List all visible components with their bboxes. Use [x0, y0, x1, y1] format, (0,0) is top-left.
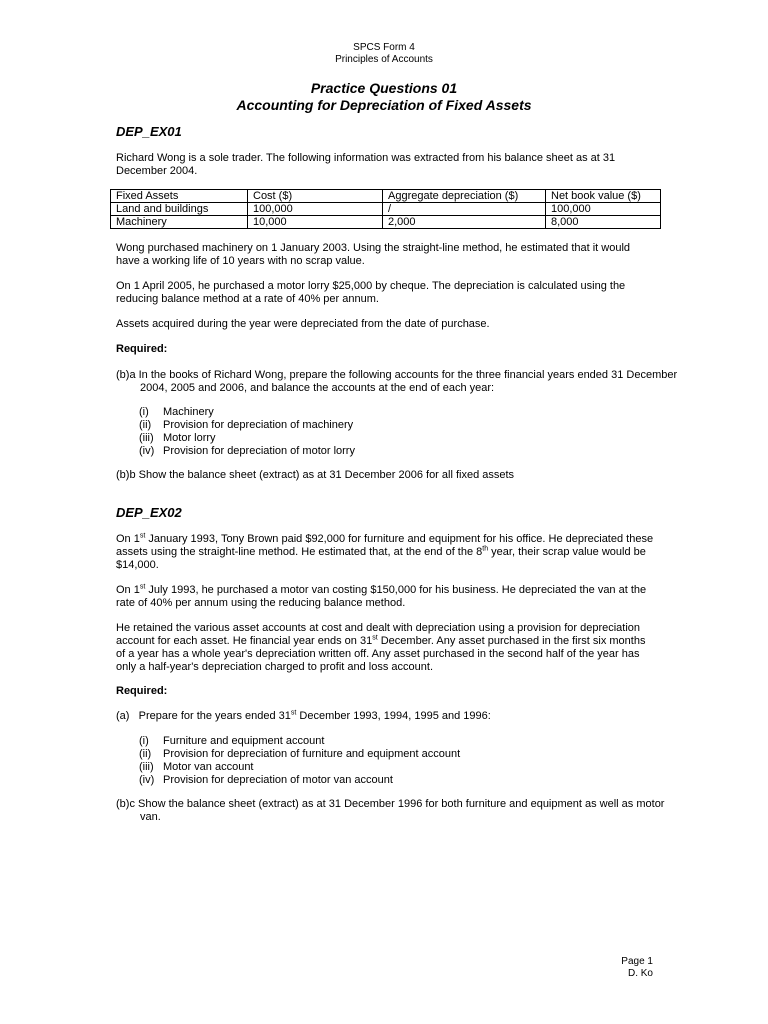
superscript: th	[482, 545, 489, 553]
question-text: Prepare for the years ended 31	[138, 710, 291, 722]
ex02-paragraph-3	[116, 622, 656, 674]
table-header-cell: Cost ($)	[248, 190, 383, 203]
list-item	[139, 748, 460, 761]
ex01-paragraph-3: Assets acquired during the year were depreciated from the date of purchase.	[116, 318, 490, 330]
table-cell: /	[383, 203, 546, 216]
text-run: January 1993, Tony Brown paid $92,000 for furniture and equipment for his office. He depreciated these assets using the straight-line method. He estimated that, at the end of the 8	[116, 533, 654, 558]
text-run: year, their scrap value would be $14,000.	[116, 546, 646, 571]
text-run: On 1	[116, 533, 140, 545]
list-item-number: (iii)	[139, 432, 154, 444]
list-item-text: Provision for depreciation of motor van account	[163, 774, 393, 786]
superscript: st	[139, 583, 146, 591]
header-subject: Principles of Accounts	[335, 54, 433, 65]
ex01-question-a	[116, 369, 680, 395]
title-line-2: Accounting for Depreciation of Fixed Assets	[236, 97, 532, 113]
superscript: st	[139, 532, 146, 540]
table-cell: Machinery	[111, 216, 248, 229]
ex02-question-a	[116, 710, 680, 723]
table-cell: Land and buildings	[111, 203, 248, 216]
section-heading-ex01: DEP_EX01	[116, 124, 182, 139]
question-text: In the books of Richard Wong, prepare the following accounts for the three financial years ended 31 December 2004, 2005 and 2006, and balance the accounts at the end of each year:	[138, 369, 678, 394]
page-title	[0, 80, 768, 114]
list-item	[139, 419, 353, 432]
list-item-text: Motor van account	[163, 761, 254, 773]
page-footer	[621, 956, 653, 980]
list-item	[139, 406, 214, 419]
table-cell: 100,000	[546, 203, 661, 216]
list-item-text: Furniture and equipment account	[163, 735, 325, 747]
list-item-text: Provision for depreciation of motor lorry	[163, 445, 355, 457]
table-header-row	[111, 190, 661, 203]
ex02-paragraph-1	[116, 533, 656, 572]
table-row	[111, 203, 661, 216]
list-item-number: (iv)	[139, 445, 155, 457]
ex01-paragraph-2: On 1 April 2005, he purchased a motor lorry $25,000 by cheque. The depreciation is calculated using the reducing balance method at a rate of 40% per annum.	[116, 280, 626, 305]
list-item-number: (iv)	[139, 774, 155, 786]
list-item-text: Motor lorry	[163, 432, 216, 444]
table-cell: 2,000	[383, 216, 546, 229]
list-item-text: Machinery	[163, 406, 214, 418]
table-cell: 8,000	[546, 216, 661, 229]
text-run: July 1993, he purchased a motor van costing $150,000 for his business. He depreciated the van at the rate of 40% per annum using the reducing balance method.	[116, 584, 647, 609]
question-text: Show the balance sheet (extract) as at 31 December 2006 for all fixed assets	[138, 469, 515, 481]
text-run: December. Any asset purchased in the first six months of a year has a whole year's depreciation written off. Any asset purchased in the second half of the year has only a half-year's depreciation charged to profit and loss account.	[116, 635, 646, 673]
ex02-paragraph-2	[116, 584, 656, 610]
ex02-required-label: Required:	[116, 685, 168, 697]
list-item-number: (ii)	[139, 748, 152, 760]
table-row	[111, 216, 661, 229]
question-label: (b)b	[116, 469, 136, 481]
page-header	[0, 42, 768, 66]
table-header-cell: Aggregate depreciation ($)	[383, 190, 546, 203]
table-header-cell: Net book value ($)	[546, 190, 661, 203]
list-item-text: Provision for depreciation of furniture and equipment account	[163, 748, 461, 760]
ex01-paragraph-1: Wong purchased machinery on 1 January 2003. Using the straight-line method, he estimated that it would have a working life of 10 years with no scrap value.	[116, 242, 631, 267]
list-item	[139, 432, 216, 445]
header-school: SPCS Form 4	[353, 42, 415, 53]
question-text: Show the balance sheet (extract) as at 31 December 1996 for both furniture and equipment as well as motor van.	[138, 798, 665, 823]
ex01-question-b	[116, 469, 680, 482]
title-line-1: Practice Questions 01	[310, 80, 458, 96]
ex01-intro: Richard Wong is a sole trader. The following information was extracted from his balance sheet as at 31 December 2004.	[116, 152, 616, 177]
list-item	[139, 774, 393, 787]
question-label: (a)	[116, 710, 130, 722]
list-item-number: (iii)	[139, 761, 154, 773]
superscript: st	[372, 634, 378, 642]
question-label: (b)a	[116, 369, 136, 381]
list-item	[139, 735, 324, 748]
balance-sheet-table	[110, 189, 661, 229]
list-item	[139, 761, 254, 774]
list-item	[139, 445, 355, 458]
section-heading-ex02: DEP_EX02	[116, 505, 182, 520]
table-cell: 10,000	[248, 216, 383, 229]
list-item-number: (i)	[139, 406, 149, 418]
superscript: st	[290, 709, 297, 717]
ex02-question-c	[116, 798, 680, 824]
text-run: He retained the various asset accounts at cost and dealt with depreciation using a provision for depreciation account for each asset. He financial year ends on 31	[116, 622, 641, 647]
list-item-number: (i)	[139, 735, 149, 747]
table-cell: 100,000	[248, 203, 383, 216]
question-text: December 1993, 1994, 1995 and 1996:	[296, 710, 491, 722]
text-run: On 1	[116, 584, 140, 596]
author: D. Ko	[627, 968, 653, 979]
ex01-required-label: Required:	[116, 343, 168, 355]
list-item-number: (ii)	[139, 419, 152, 431]
page-number: Page 1	[621, 956, 653, 967]
table-header-cell: Fixed Assets	[111, 190, 248, 203]
list-item-text: Provision for depreciation of machinery	[163, 419, 354, 431]
question-label: (b)c	[116, 798, 135, 810]
